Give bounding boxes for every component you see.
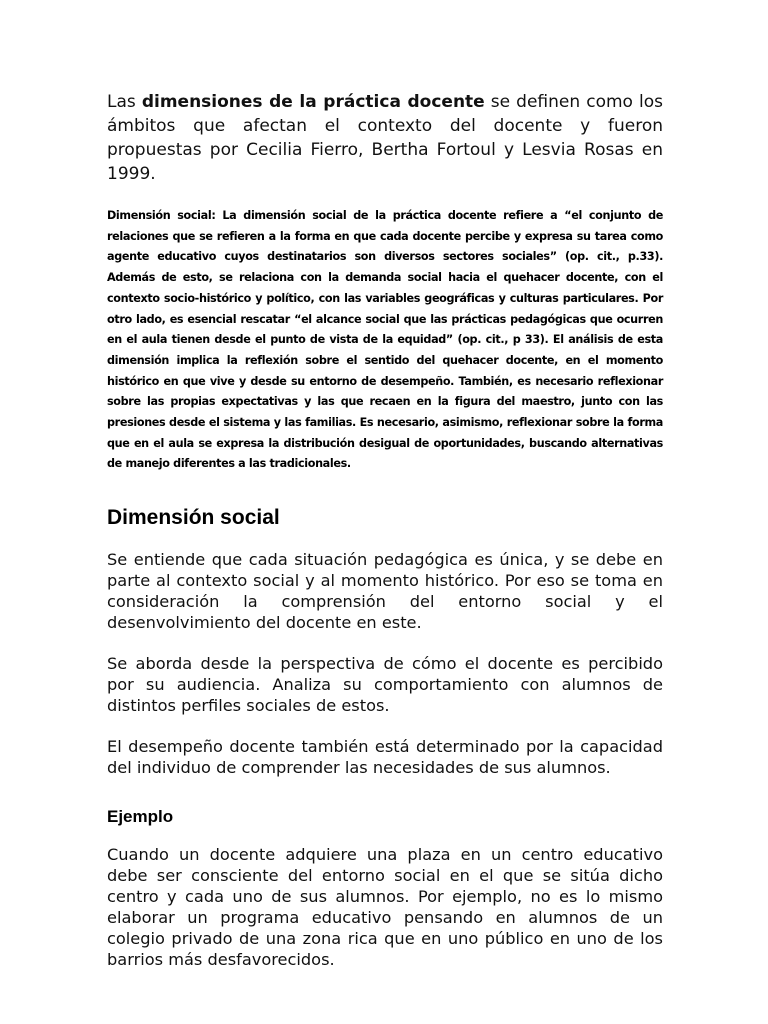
section-heading: Dimensión social <box>107 506 280 530</box>
section-paragraph-1: Se entiende que cada situación pedagógica es única, y se debe en parte al contexto social y al momento histórico. Por eso se toma en consideración la comprensión del entorno social y el desenvolvimiento del docente en este. <box>107 550 663 633</box>
dense-definition-block <box>107 206 663 475</box>
intro-lead: Las <box>107 92 142 112</box>
document-page <box>107 90 663 970</box>
intro-paragraph <box>107 90 663 186</box>
dense-label: Dimensión social: <box>107 209 216 222</box>
example-paragraph: Cuando un docente adquiere una plaza en un centro educativo debe ser consciente del entorno social en el que se sitúa dicho centro y cada uno de sus alumnos. Por ejemplo, no es lo mismo elaborar un programa educativo pensando en alumnos de un colegio privado de una zona rica que en uno público en uno de los barrios más desfavorecidos. <box>107 845 663 970</box>
intro-rest: se definen como los ámbitos que afectan el contexto del docente y fueron propuestas por Cecilia Fierro, Bertha Fortoul y Lesvia Rosas en 1999. <box>107 92 663 184</box>
intro-term: dimensiones de la práctica docente <box>141 92 485 112</box>
dense-text: La dimensión social de la práctica docente refiere a “el conjunto de relaciones que se refieren a la forma en que cada docente percibe y expresa su tarea como agente educativo cuyos destinatarios son diversos sectores sociales” (op. cit., p.33). Además de esto, se relaciona con la demanda social hacia el quehacer docente, con el contexto socio-histórico y político, con las variables geográficas y culturas particulares. Por otro lado, es esencial rescatar “el alcance social que las prácticas pedagógicas que ocurren en el aula tienen desde el punto de vista de la equidad” (op. cit., p 33). El análisis de esta dimensión implica la reflexión sobre el sentido del quehacer docente, en el momento histórico en que vive y desde su entorno de desempeño. También, es necesario reflexionar sobre las propias expectativas y las que recaen en la figura del maestro, junto con las presiones desde el sistema y las familias. Es necesario, asimismo, reflexionar sobre la forma que en el aula se expresa la distribución desigual de oportunidades, buscando alternativas de manejo diferentes a las tradicionales. <box>107 209 663 471</box>
section-paragraph-3: El desempeño docente también está determinado por la capacidad del individuo de comprender las necesidades de sus alumnos. <box>107 737 663 778</box>
example-heading: Ejemplo <box>107 807 174 827</box>
section-paragraph-2: Se aborda desde la perspectiva de cómo el docente es percibido por su audiencia. Analiza su comportamiento con alumnos de distintos perfiles sociales de estos. <box>107 654 663 716</box>
